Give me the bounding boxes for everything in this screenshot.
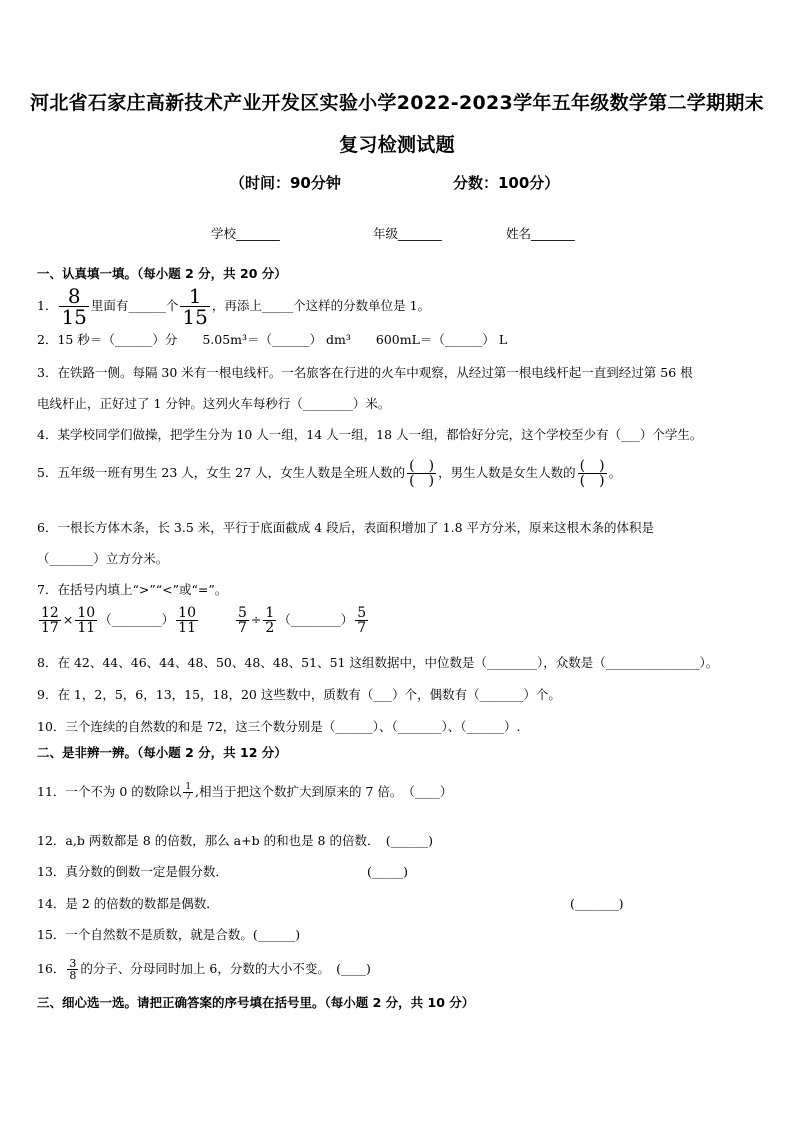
fraction: $\frac{1}{15}$ — [182, 284, 208, 329]
question-1: 1． $\frac{8}{15}$ 里面有______个 $\frac{1}{15}$ ，再添上_____个这样的分数单位是 1。 — [37, 284, 431, 329]
question-9: 9．在 1，2，5，6，13，15，18，20 这些数中，质数有（___）个，偶数有（_______）个。 — [37, 687, 561, 702]
school-field[interactable]: 学校_______ — [211, 226, 280, 241]
section-2-heading: 二、是非辨一辨。（每小题 2 分，共 12 分） — [37, 745, 287, 760]
question-11: 11．一个不为 0 的数除以 $\frac{1}{7}$ ,相当于把这个数扩大到原来的 7 倍。 （____） — [37, 782, 453, 802]
question-14-blank[interactable]: (_______) — [570, 896, 624, 911]
question-15: 15．一个自然数不是质数，就是合数。(______) — [37, 927, 301, 942]
question-3-line-2: 电线杆止，正好过了 1 分钟。这列火车每秒行（________）米。 — [37, 396, 391, 411]
question-7-instruction: 7．在括号内填上“>”“<”或“=”。 — [37, 582, 228, 597]
question-7-expressions: $\frac{12}{17}$ × $\frac{10}{11}$ （________） $\frac{10}{11}$ $\frac{5}{7}$ ÷ $\frac{1}{2}$ （________） $\frac{5}{7}$ — [41, 605, 367, 636]
compare-blank[interactable]: （________） — [278, 612, 354, 627]
answer-fraction-blank[interactable]: $\frac{( )}{( )}$ — [579, 458, 605, 489]
question-5: 5．五年级一班有男生 23 人，女生 27 人，女生人数是全班人数的 $\frac{( )}{( )}$ ，男生人数是女生人数的 $\frac{( )}{( )}$ 。 — [37, 458, 622, 489]
score-label: 分数：100分） — [453, 174, 560, 192]
question-6-line-1: 6．一根长方体木条，长 3.5 米，平行于底面截成 4 段后，表面积增加了 1.8 平方分米，原来这根木条的体积是 — [37, 520, 655, 535]
answer-fraction-blank[interactable]: $\frac{( )}{( )}$ — [409, 458, 435, 489]
question-6-line-2: （_______）立方分米。 — [37, 551, 169, 566]
question-13-blank[interactable]: (_____) — [367, 864, 409, 879]
time-label: （时间：90分钟 — [230, 174, 341, 192]
section-3-heading: 三、细心选一选。请把正确答案的序号填在括号里。（每小题 2 分，共 10 分） — [37, 995, 475, 1010]
question-12: 12．a,b 两数都是 8 的倍数，那么 a+b 的和也是 8 的倍数． (______) — [37, 833, 433, 848]
question-10: 10．三个连续的自然数的和是 72，这三个数分别是（______）、（_______）、（______）. — [37, 719, 521, 734]
name-field[interactable]: 姓名_______ — [506, 226, 575, 241]
compare-blank[interactable]: （________） — [99, 612, 175, 627]
question-8: 8．在 42、44、46、44、48、50、48、48、51、51 这组数据中，中位数是（________），众数是（_______________）。 — [37, 655, 719, 670]
question-3-line-1: 3．在铁路一侧。每隔 30 米有一根电线杆。一名旅客在行进的火车中观察，从经过第一根电线杆起一直到经过第 56 根 — [37, 365, 693, 380]
question-4: 4．某学校同学们做操，把学生分为 10 人一组，14 人一组，18 人一组，都恰好分完，这个学校至少有（___）个学生。 — [37, 427, 703, 442]
section-1-heading: 一、认真填一填。（每小题 2 分，共 20 分） — [37, 266, 287, 281]
question-2: 2．15 秒＝（______）分 5.05m³＝（______） dm³ 600mL＝（______） L — [37, 332, 508, 347]
question-13: 13．真分数的倒数一定是假分数． — [37, 864, 228, 879]
question-16: 16． $\frac{3}{8}$ 的分子、分母同时加上 6，分数的大小不变。 (____) — [37, 957, 371, 982]
title-line-2: 复习检测试题 — [339, 134, 455, 156]
title-line-1: 河北省石家庄高新技术产业开发区实验小学2022-2023学年五年级数学第二学期期末 — [30, 92, 764, 114]
grade-field[interactable]: 年级_______ — [373, 226, 442, 241]
question-14: 14．是 2 的倍数的数都是偶数． — [37, 896, 219, 911]
fraction: $\frac{8}{15}$ — [61, 284, 87, 329]
